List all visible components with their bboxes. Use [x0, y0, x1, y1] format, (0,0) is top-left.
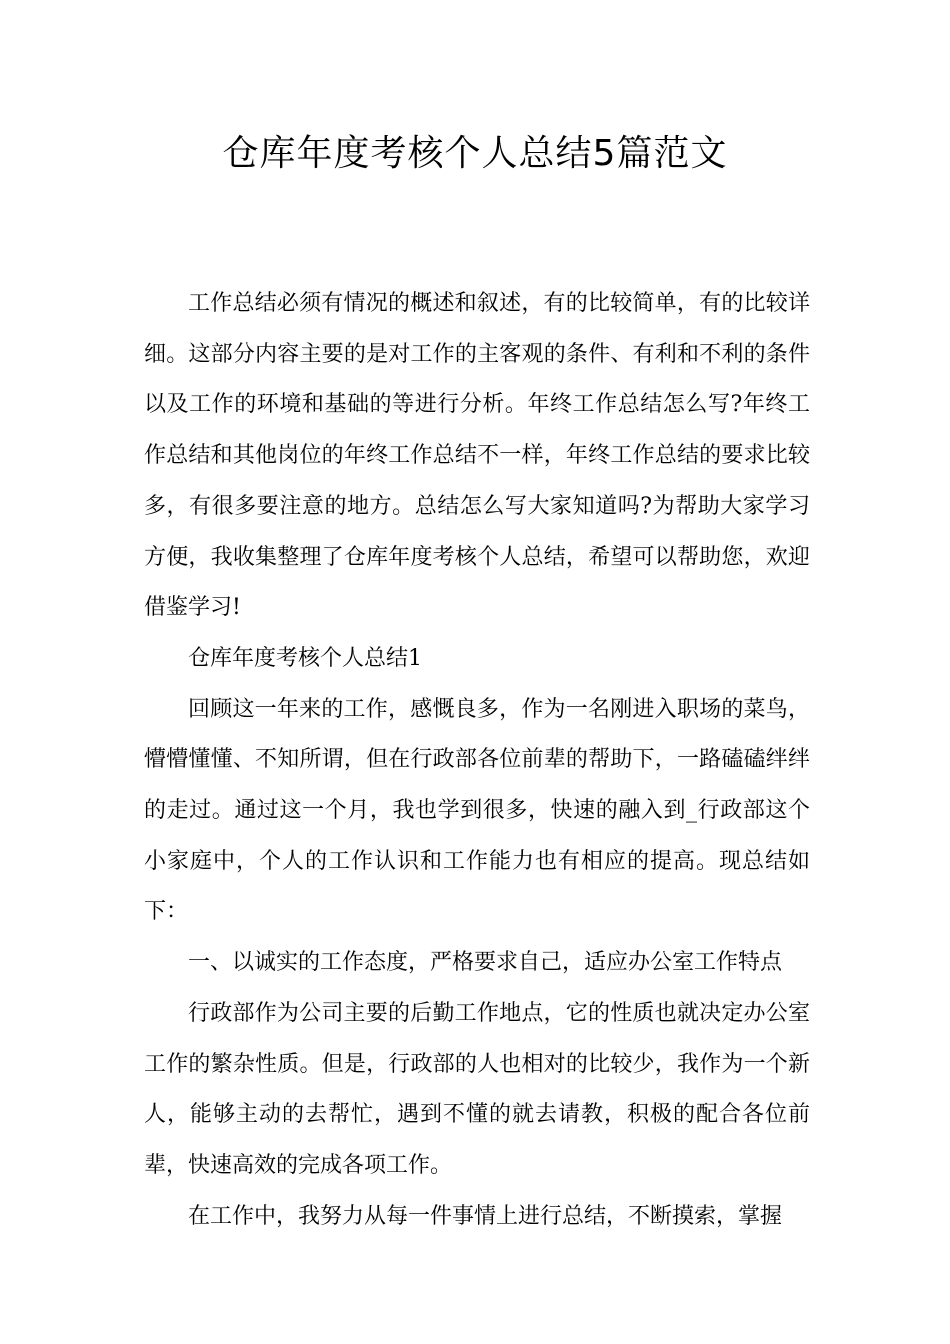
intro-paragraph: 工作总结必须有情况的概述和叙述，有的比较简单，有的比较详细。这部分内容主要的是对工作的主客观的条件、有利和不利的条件以及工作的环境和基础的等进行分析。年终工作总结怎么写?年终工作总结和其他岗位的年终工作总结不一样，年终工作总结的要求比较多，有很多要注意的地方。总结怎么写大家知道吗?为帮助大家学习方便，我收集整理了仓库年度考核个人总结，希望可以帮助您，欢迎借鉴学习! [144, 291, 810, 621]
body-paragraph: 行政部作为公司主要的后勤工作地点，它的性质也就决定办公室工作的繁杂性质。但是，行政部的人也相对的比较少，我作为一个新人，能够主动的去帮忙，遇到不懂的就去请教，积极的配合各位前辈，快速高效的完成各项工作。 [144, 1000, 810, 1178]
subsection-heading-1: 一、以诚实的工作态度，严格要求自己，适应办公室工作特点 [188, 950, 783, 976]
body-paragraph: 在工作中，我努力从每一件事情上进行总结，不断摸索，掌握 [188, 1203, 783, 1229]
body-paragraph: 回顾这一年来的工作，感慨良多，作为一名刚进入职场的菜鸟，懵懵懂懂、不知所谓，但在行政部各位前辈的帮助下，一路磕磕绊绊的走过。通过这一个月，我也学到很多，快速的融入到_行政部这个小家庭中，个人的工作认识和工作能力也有相应的提高。现总结如下： [144, 696, 810, 925]
document-title: 仓库年度考核个人总结5篇范文 [222, 133, 728, 174]
section-heading-1: 仓库年度考核个人总结1 [188, 645, 422, 671]
document-body [144, 279, 810, 1242]
